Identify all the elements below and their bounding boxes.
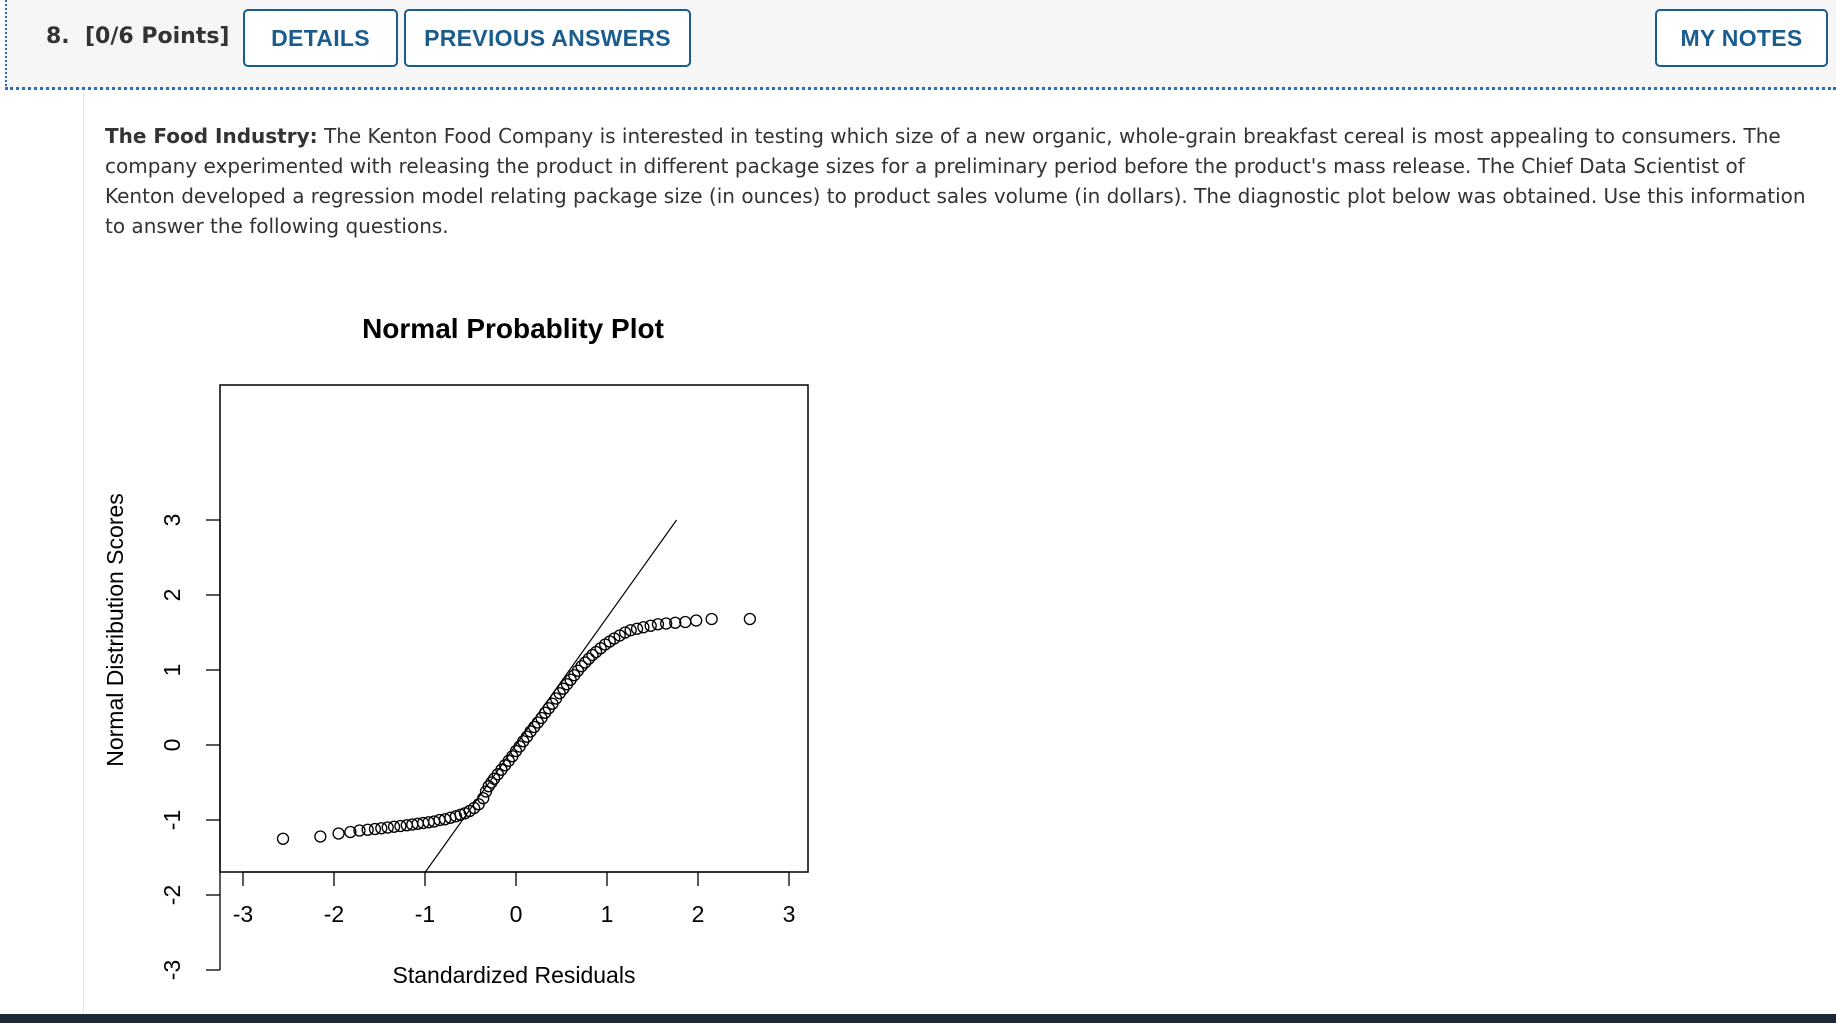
data-point (315, 831, 326, 842)
x-axis-label: Standardized Residuals (392, 962, 636, 988)
data-point (744, 614, 755, 625)
data-point (638, 622, 649, 633)
x-tick-label: -2 (323, 901, 345, 927)
x-tick-label: 0 (509, 901, 523, 927)
y-tick-label: -3 (159, 959, 185, 981)
plot-frame (220, 385, 808, 872)
x-tick-label: 2 (691, 901, 705, 927)
y-axis (159, 514, 220, 981)
data-point (680, 617, 691, 628)
data-point (333, 828, 344, 839)
data-points (278, 614, 756, 845)
question-points: [0/6 Points] (85, 24, 230, 49)
previous-answers-button[interactable]: PREVIOUS ANSWERS (404, 9, 691, 67)
data-point (645, 620, 656, 631)
taskbar-strip (0, 1014, 1836, 1023)
details-button[interactable]: DETAILS (243, 9, 398, 67)
y-tick-label: 1 (159, 663, 185, 677)
prompt-lead: The Food Industry: (105, 124, 318, 148)
y-tick-label: 3 (159, 513, 185, 527)
prompt-text: The Kenton Food Company is interested in testing which size of a new organic, whole-grain breakfast cereal is most appealing to consumers. The company experimented with releasing the product in different package sizes for a preliminary period before the product's mass release. The Chief Data Scientist of Kenton developed a regression model relating package size (in ounces) to product sales volume (in dollars). The diagnostic plot below was obtained. Use this information to answer the following questions. (105, 124, 1806, 238)
my-notes-button[interactable]: MY NOTES (1655, 9, 1828, 67)
y-tick-label: -1 (159, 809, 185, 831)
question-prompt (105, 121, 1810, 241)
data-point (278, 833, 289, 844)
question-number-label (46, 24, 229, 49)
question-header (5, 0, 1836, 90)
x-tick-label: -3 (232, 901, 254, 927)
y-tick-label: 2 (159, 588, 185, 602)
chart-title: Normal Probablity Plot (362, 313, 664, 344)
y-tick-label: -2 (159, 884, 185, 906)
y-axis-label: Normal Distribution Scores (102, 493, 128, 767)
data-point (706, 614, 717, 625)
y-tick-label: 0 (159, 738, 185, 752)
x-tick-label: 3 (782, 901, 796, 927)
x-tick-label: 1 (600, 901, 614, 927)
question-number: 8. (46, 24, 70, 49)
x-tick-label: -1 (414, 901, 436, 927)
x-axis (233, 872, 796, 927)
normal-probability-plot (90, 300, 830, 1000)
data-point (691, 615, 702, 626)
